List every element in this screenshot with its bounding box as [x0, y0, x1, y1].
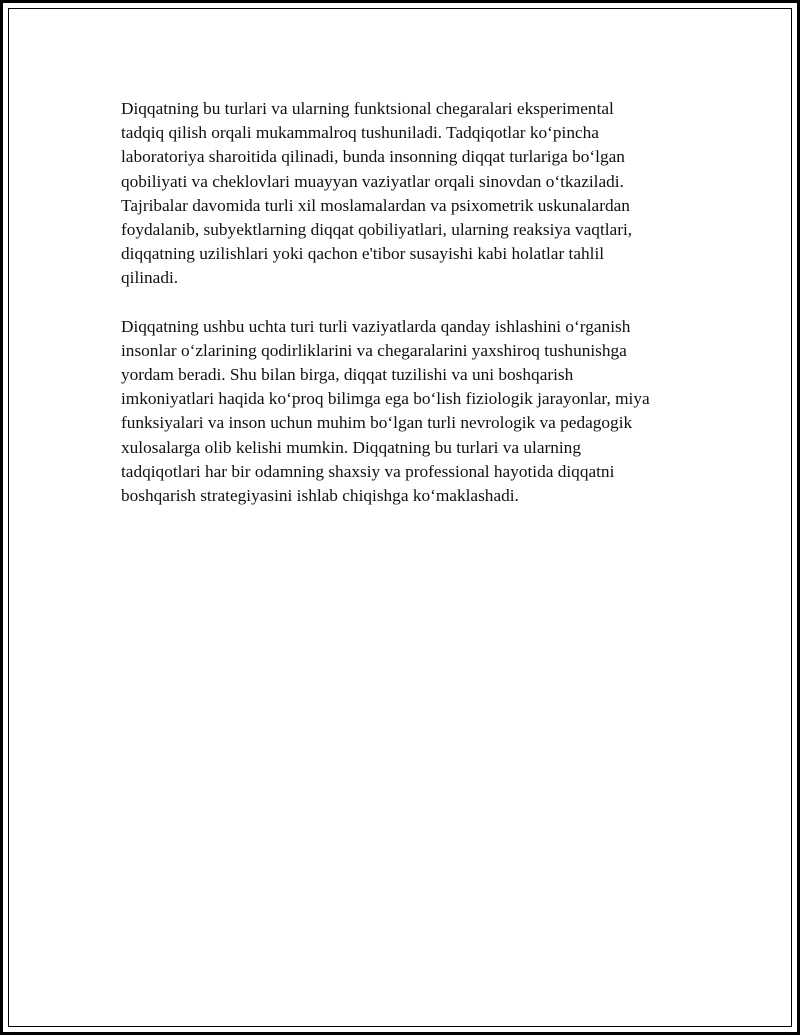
paragraph-2-line-3: yordam beradi. Shu bilan birga, diqqat tuzilishi va uni boshqarish — [121, 365, 574, 385]
paragraph-2-line-7: tadqiqotlari har bir odamning shaxsiy va professional hayotida diqqatni — [121, 461, 615, 481]
paragraph-1-line-7: diqqatning uzilishlari yoki qachon e'tibor susayishi kabi holatlar tahlil — [121, 244, 605, 264]
paragraph-2 — [121, 315, 691, 509]
paragraph-1-line-3: laboratoriya sharoitida qilinadi, bunda insonning diqqat turlariga boʻlgan — [121, 147, 625, 167]
paragraph-2-line-1: Diqqatning ushbu uchta turi turli vaziyatlarda qanday ishlashini oʻrganish — [121, 316, 631, 336]
paragraph-2-line-8: boshqarish strategiyasini ishlab chiqishga koʻmaklashadi. — [121, 486, 519, 506]
paragraph-2-line-6: xulosalarga olib kelishi mumkin. Diqqatning bu turlari va ularning — [121, 437, 581, 457]
paragraph-1-line-2: tadqiq qilish orqali mukammalroq tushuniladi. Tadqiqotlar koʻpincha — [121, 123, 599, 143]
paragraph-1-line-1: Diqqatning bu turlari va ularning funktsional chegaralari eksperimental — [121, 99, 614, 118]
paragraph-1-line-6: foydalanib, subyektlarning diqqat qobiliyatlari, ularning reaksiya vaqtlari, — [121, 220, 633, 240]
document-body — [121, 97, 691, 532]
paragraph-1-line-8: qilinadi. — [121, 268, 179, 288]
paragraph-1 — [121, 97, 691, 291]
paragraph-2-line-4: imkoniyatlari haqida koʻproq bilimga ega boʻlish fiziologik jarayonlar, miya — [121, 389, 650, 409]
paragraph-2-line-2: insonlar oʻzlarining qodirliklarini va chegaralarini yaxshiroq tushunishga — [121, 340, 627, 360]
paragraph-1-line-5: Tajribalar davomida turli xil moslamalardan va psixometrik uskunalardan — [121, 195, 630, 215]
paragraph-2-line-5: funksiyalari va inson uchun muhim boʻlgan turli nevrologik va pedagogik — [121, 413, 633, 433]
paragraph-1-line-4: qobiliyati va cheklovlari muayyan vaziyatlar orqali sinovdan oʻtkaziladi. — [121, 171, 624, 191]
